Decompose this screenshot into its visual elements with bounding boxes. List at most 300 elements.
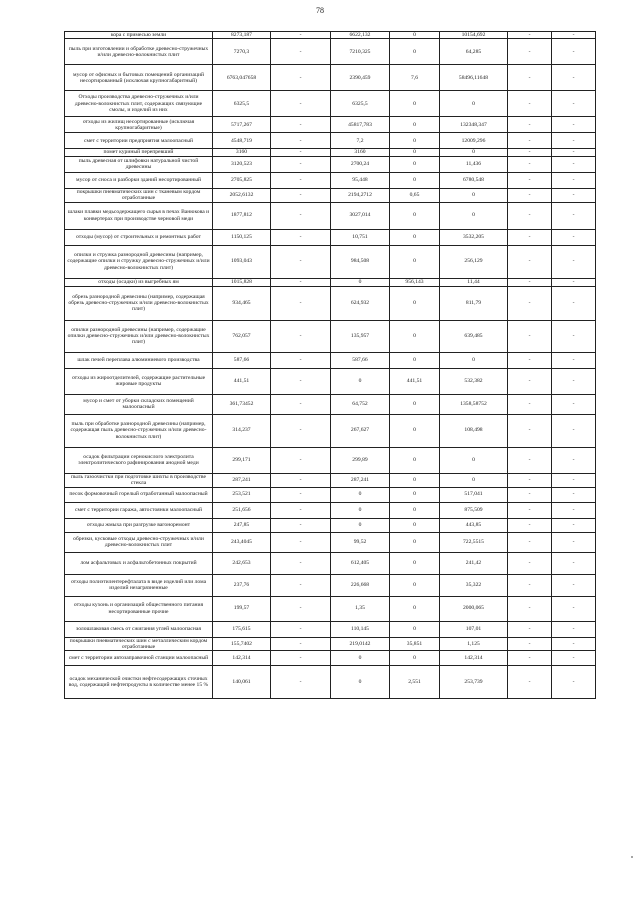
value-cell-c2: - xyxy=(271,532,331,552)
waste-name-cell: отходы из жилищ несортированные (исключая крупногабаритные) xyxy=(65,117,213,133)
value-cell-c2: - xyxy=(271,320,331,352)
value-cell-c2: - xyxy=(271,278,331,286)
value-cell-c5: 0 xyxy=(440,149,508,156)
waste-name-cell: шлак печей переплава алюминиевого производства xyxy=(65,352,213,368)
value-cell-c1: 243,4045 xyxy=(213,532,271,552)
value-cell-c7: - xyxy=(552,473,596,487)
value-cell-c6: - xyxy=(508,621,552,637)
value-cell-c4: 0 xyxy=(390,552,440,574)
value-cell-c1: 1015,828 xyxy=(213,278,271,286)
value-cell-c6: - xyxy=(508,286,552,320)
value-cell-c5: 0 xyxy=(440,473,508,487)
value-cell-c3: 624,932 xyxy=(331,286,390,320)
table-row xyxy=(65,245,596,278)
value-cell-c7: - xyxy=(552,414,596,447)
value-cell-c2: - xyxy=(271,621,331,637)
value-cell-c3: 6325,5 xyxy=(331,91,390,117)
value-cell-c5: 0 xyxy=(440,352,508,368)
value-cell-c1: 4548,719 xyxy=(213,133,271,149)
value-cell-c7: - xyxy=(552,286,596,320)
value-cell-c3: 99,52 xyxy=(331,532,390,552)
value-cell-c7: - xyxy=(552,552,596,574)
value-cell-c4: 7,6 xyxy=(390,65,440,91)
table-row xyxy=(65,473,596,487)
value-cell-c4: 0 xyxy=(390,574,440,596)
value-cell-c5: 35,322 xyxy=(440,574,508,596)
value-cell-c3: 287,241 xyxy=(331,473,390,487)
value-cell-c4: 0 xyxy=(390,156,440,172)
value-cell-c2: - xyxy=(271,32,331,39)
value-cell-c7: - xyxy=(552,229,596,245)
value-cell-c3: 0 xyxy=(331,368,390,394)
value-cell-c1: 7270,3 xyxy=(213,39,271,65)
value-cell-c7: - xyxy=(552,394,596,414)
value-cell-c2: - xyxy=(271,518,331,532)
value-cell-c1: 1150,125 xyxy=(213,229,271,245)
value-cell-c4: 0 xyxy=(390,596,440,621)
value-cell-c6: - xyxy=(508,188,552,202)
waste-name-cell: покрышки пневматических шин с металлическим кордом отработанные xyxy=(65,637,213,651)
value-cell-c6: - xyxy=(508,574,552,596)
value-cell-c7: - xyxy=(552,447,596,473)
scan-speck xyxy=(631,856,633,858)
table-row xyxy=(65,552,596,574)
value-cell-c2: - xyxy=(271,245,331,278)
value-cell-c5: 1358,58752 xyxy=(440,394,508,414)
table-row xyxy=(65,32,596,39)
waste-table xyxy=(64,31,596,699)
value-cell-c6: - xyxy=(508,352,552,368)
value-cell-c2: - xyxy=(271,447,331,473)
value-cell-c5: 58496,11648 xyxy=(440,65,508,91)
table-row xyxy=(65,487,596,502)
waste-name-cell: помет куриный перепревший xyxy=(65,149,213,156)
waste-name-cell: отходы из жироотделителей, содержащие растительные жировые продукты xyxy=(65,368,213,394)
value-cell-c7: - xyxy=(552,65,596,91)
value-cell-c6: - xyxy=(508,518,552,532)
value-cell-c4: 0 xyxy=(390,518,440,532)
table-row xyxy=(65,133,596,149)
value-cell-c5: 0 xyxy=(440,202,508,229)
table-row xyxy=(65,352,596,368)
value-cell-c6: - xyxy=(508,447,552,473)
value-cell-c6: - xyxy=(508,414,552,447)
value-cell-c3: 2700,24 xyxy=(331,156,390,172)
value-cell-c7: - xyxy=(552,278,596,286)
value-cell-c1: 441,51 xyxy=(213,368,271,394)
value-cell-c4: 0 xyxy=(390,149,440,156)
value-cell-c1: 1093,043 xyxy=(213,245,271,278)
value-cell-c4: 0 xyxy=(390,32,440,39)
waste-name-cell: смет с территории автозаправочной станции малоопасный xyxy=(65,651,213,666)
waste-name-cell: опилки и стружка разнородной древесины (например, содержащие опилки и стружку древесно-стружечных и/или древесно-волокнистых плит) xyxy=(65,245,213,278)
value-cell-c7: - xyxy=(552,574,596,596)
table-row xyxy=(65,278,596,286)
value-cell-c6: - xyxy=(508,133,552,149)
value-cell-c7: - xyxy=(552,368,596,394)
value-cell-c1: 155,7402 xyxy=(213,637,271,651)
value-cell-c7: - xyxy=(552,32,596,39)
waste-name-cell: отходы кухонь и организаций общественного питания несортированные прочие xyxy=(65,596,213,621)
value-cell-c4: 0 xyxy=(390,473,440,487)
value-cell-c6: - xyxy=(508,552,552,574)
value-cell-c3: 2194,2712 xyxy=(331,188,390,202)
value-cell-c6: - xyxy=(508,245,552,278)
value-cell-c1: 140,061 xyxy=(213,666,271,699)
table-row xyxy=(65,172,596,188)
value-cell-c5: 639,485 xyxy=(440,320,508,352)
value-cell-c1: 242,653 xyxy=(213,552,271,574)
value-cell-c1: 199,57 xyxy=(213,596,271,621)
value-cell-c4: 35,851 xyxy=(390,637,440,651)
value-cell-c5: 443,85 xyxy=(440,518,508,532)
waste-name-cell: шлаки плавки медьсодержащего сырья в печах Ванюкова и конвертерах при производстве черновой меди xyxy=(65,202,213,229)
value-cell-c1: 251,656 xyxy=(213,502,271,518)
value-cell-c5: 1,125 xyxy=(440,637,508,651)
table-row xyxy=(65,666,596,699)
value-cell-c5: 2000,065 xyxy=(440,596,508,621)
value-cell-c7: - xyxy=(552,133,596,149)
value-cell-c5: 132348,347 xyxy=(440,117,508,133)
value-cell-c6: - xyxy=(508,637,552,651)
value-cell-c5: 107,01 xyxy=(440,621,508,637)
value-cell-c7: - xyxy=(552,156,596,172)
value-cell-c6: - xyxy=(508,666,552,699)
value-cell-c4: 0 xyxy=(390,202,440,229)
table-row xyxy=(65,149,596,156)
value-cell-c3: 0 xyxy=(331,278,390,286)
value-cell-c5: 10154,692 xyxy=(440,32,508,39)
value-cell-c3: 0 xyxy=(331,518,390,532)
value-cell-c2: - xyxy=(271,352,331,368)
value-cell-c2: - xyxy=(271,637,331,651)
value-cell-c3: 95,448 xyxy=(331,172,390,188)
value-cell-c2: - xyxy=(271,552,331,574)
value-cell-c3: 7,2 xyxy=(331,133,390,149)
value-cell-c4: 0 xyxy=(390,651,440,666)
value-cell-c1: 2052,6132 xyxy=(213,188,271,202)
value-cell-c5: 722,5515 xyxy=(440,532,508,552)
value-cell-c2: - xyxy=(271,574,331,596)
table-row xyxy=(65,117,596,133)
value-cell-c6: - xyxy=(508,502,552,518)
waste-name-cell: лом асфальтовых и асфальтобетонных покрытий xyxy=(65,552,213,574)
value-cell-c1: 5717,267 xyxy=(213,117,271,133)
waste-name-cell: мусор и смет от уборки складских помещений малоопасный xyxy=(65,394,213,414)
value-cell-c4: 0 xyxy=(390,621,440,637)
value-cell-c2: - xyxy=(271,487,331,502)
value-cell-c5: 11,44 xyxy=(440,278,508,286)
value-cell-c4: 2,551 xyxy=(390,666,440,699)
value-cell-c2: - xyxy=(271,156,331,172)
waste-name-cell: смет с территории гаража, автостоянки малоопасный xyxy=(65,502,213,518)
value-cell-c7: - xyxy=(552,596,596,621)
waste-name-cell: опилки разнородной древесины (например, содержащие опилки древесно-стружечных и/или древесно-волокнистых плит) xyxy=(65,320,213,352)
value-cell-c5: 6780,548 xyxy=(440,172,508,188)
waste-name-cell: мусор от сноса и разборки зданий несортированный xyxy=(65,172,213,188)
value-cell-c2: - xyxy=(271,91,331,117)
value-cell-c1: 3120,523 xyxy=(213,156,271,172)
table-row xyxy=(65,188,596,202)
waste-name-cell: песок формовочный горелый отработанный малоопасный xyxy=(65,487,213,502)
value-cell-c4: 0 xyxy=(390,39,440,65)
value-cell-c1: 6325,5 xyxy=(213,91,271,117)
value-cell-c4: 0 xyxy=(390,352,440,368)
value-cell-c5: 108,498 xyxy=(440,414,508,447)
table-row xyxy=(65,621,596,637)
value-cell-c1: 1877,812 xyxy=(213,202,271,229)
value-cell-c2: - xyxy=(271,229,331,245)
waste-name-cell: мусор от офисных и бытовых помещений организаций несортированный (исключая крупногабаритный) xyxy=(65,65,213,91)
value-cell-c7: - xyxy=(552,637,596,651)
value-cell-c7: - xyxy=(552,502,596,518)
value-cell-c7: - xyxy=(552,172,596,188)
value-cell-c4: 956,143 xyxy=(390,278,440,286)
waste-name-cell: осадок механической очистки нефтесодержащих сточных вод, содержащий нефтепродукты в количестве менее 15 % xyxy=(65,666,213,699)
value-cell-c3: 3160 xyxy=(331,149,390,156)
value-cell-c1: 934,465 xyxy=(213,286,271,320)
value-cell-c3: 0 xyxy=(331,502,390,518)
waste-name-cell: смет с территории предприятия малоопасный xyxy=(65,133,213,149)
table-row xyxy=(65,65,596,91)
value-cell-c4: 441,51 xyxy=(390,368,440,394)
value-cell-c1: 6763,047658 xyxy=(213,65,271,91)
waste-name-cell: кора с примесью земли xyxy=(65,32,213,39)
value-cell-c6: - xyxy=(508,117,552,133)
value-cell-c3: 299,89 xyxy=(331,447,390,473)
value-cell-c3: 7210,325 xyxy=(331,39,390,65)
value-cell-c6: - xyxy=(508,394,552,414)
value-cell-c3: 226,668 xyxy=(331,574,390,596)
value-cell-c7: - xyxy=(552,188,596,202)
value-cell-c3: 6622,132 xyxy=(331,32,390,39)
value-cell-c3: 0 xyxy=(331,651,390,666)
value-cell-c1: 587,66 xyxy=(213,352,271,368)
value-cell-c7: - xyxy=(552,149,596,156)
value-cell-c7: - xyxy=(552,666,596,699)
value-cell-c3: 1,35 xyxy=(331,596,390,621)
value-cell-c5: 142,314 xyxy=(440,651,508,666)
value-cell-c4: 0 xyxy=(390,229,440,245)
value-cell-c1: 175,615 xyxy=(213,621,271,637)
value-cell-c1: 314,237 xyxy=(213,414,271,447)
value-cell-c2: - xyxy=(271,149,331,156)
value-cell-c2: - xyxy=(271,172,331,188)
value-cell-c3: 110,145 xyxy=(331,621,390,637)
value-cell-c1: 287,241 xyxy=(213,473,271,487)
waste-name-cell: осадок фильтрации сернокислого электролита электролитического рафинирования анодной меди xyxy=(65,447,213,473)
table-row xyxy=(65,202,596,229)
value-cell-c7: - xyxy=(552,487,596,502)
value-cell-c6: - xyxy=(508,91,552,117)
table-row xyxy=(65,574,596,596)
table-row xyxy=(65,39,596,65)
value-cell-c1: 237,76 xyxy=(213,574,271,596)
value-cell-c3: 984,508 xyxy=(331,245,390,278)
value-cell-c4: 0 xyxy=(390,320,440,352)
value-cell-c3: 0 xyxy=(331,666,390,699)
value-cell-c3: 64,752 xyxy=(331,394,390,414)
waste-name-cell: отходы (осадки) из выгребных ям xyxy=(65,278,213,286)
waste-name-cell: Отходы производства древесно-стружечных и/или древесно-волокнистых плит, содержащих связующие смолы, и изделий из них xyxy=(65,91,213,117)
value-cell-c7: - xyxy=(552,202,596,229)
value-cell-c6: - xyxy=(508,32,552,39)
value-cell-c7: - xyxy=(552,532,596,552)
waste-table-body xyxy=(65,32,596,699)
value-cell-c3: 267,627 xyxy=(331,414,390,447)
value-cell-c7: - xyxy=(552,651,596,666)
value-cell-c6: - xyxy=(508,39,552,65)
value-cell-c4: 0 xyxy=(390,414,440,447)
value-cell-c3: 0 xyxy=(331,487,390,502)
value-cell-c2: - xyxy=(271,394,331,414)
value-cell-c3: 135,957 xyxy=(331,320,390,352)
value-cell-c2: - xyxy=(271,202,331,229)
table-row xyxy=(65,637,596,651)
table-row xyxy=(65,596,596,621)
value-cell-c2: - xyxy=(271,666,331,699)
value-cell-c7: - xyxy=(552,518,596,532)
waste-name-cell: золошлаковая смесь от сжигания углей малоопасная xyxy=(65,621,213,637)
value-cell-c1: 247,85 xyxy=(213,518,271,532)
value-cell-c2: - xyxy=(271,117,331,133)
value-cell-c4: 0 xyxy=(390,394,440,414)
table-row xyxy=(65,156,596,172)
value-cell-c3: 587,66 xyxy=(331,352,390,368)
value-cell-c6: - xyxy=(508,532,552,552)
waste-name-cell: пыль при изготовлении и обработке древесно-стружечных и/или древесно-волокнистых плит xyxy=(65,39,213,65)
value-cell-c4: 0 xyxy=(390,487,440,502)
value-cell-c2: - xyxy=(271,368,331,394)
table-row xyxy=(65,502,596,518)
value-cell-c5: 3532,205 xyxy=(440,229,508,245)
value-cell-c7: - xyxy=(552,621,596,637)
value-cell-c7: - xyxy=(552,39,596,65)
table-row xyxy=(65,368,596,394)
value-cell-c1: 361,73452 xyxy=(213,394,271,414)
value-cell-c6: - xyxy=(508,202,552,229)
table-row xyxy=(65,518,596,532)
value-cell-c5: 64,285 xyxy=(440,39,508,65)
value-cell-c4: 0 xyxy=(390,286,440,320)
value-cell-c2: - xyxy=(271,286,331,320)
value-cell-c5: 0 xyxy=(440,91,508,117)
page-number: 78 xyxy=(316,6,324,15)
waste-name-cell: пыль газоочистки при подготовке шихты в производстве стекла xyxy=(65,473,213,487)
table-row xyxy=(65,394,596,414)
value-cell-c4: 0 xyxy=(390,117,440,133)
waste-name-cell: покрышки пневматических шин с тканевым кордом отработанные xyxy=(65,188,213,202)
value-cell-c4: 0 xyxy=(390,133,440,149)
value-cell-c6: - xyxy=(508,487,552,502)
value-cell-c1: 142,314 xyxy=(213,651,271,666)
value-cell-c2: - xyxy=(271,414,331,447)
value-cell-c2: - xyxy=(271,473,331,487)
value-cell-c6: - xyxy=(508,172,552,188)
value-cell-c6: - xyxy=(508,149,552,156)
value-cell-c5: 811,79 xyxy=(440,286,508,320)
value-cell-c5: 0 xyxy=(440,447,508,473)
value-cell-c5: 11,436 xyxy=(440,156,508,172)
waste-name-cell: обрезки, кусковые отходы древесно-стружечных и/или древесно-волокнистых плит xyxy=(65,532,213,552)
value-cell-c4: 0,65 xyxy=(390,188,440,202)
value-cell-c6: - xyxy=(508,156,552,172)
value-cell-c2: - xyxy=(271,188,331,202)
waste-name-cell: отходы (мусор) от строительных и ремонтных работ xyxy=(65,229,213,245)
table-row xyxy=(65,320,596,352)
table-row xyxy=(65,651,596,666)
value-cell-c6: - xyxy=(508,278,552,286)
table-row xyxy=(65,229,596,245)
waste-name-cell: отходы жмыха при разгрузке вагоноремонт xyxy=(65,518,213,532)
table-row xyxy=(65,286,596,320)
value-cell-c5: 517,041 xyxy=(440,487,508,502)
value-cell-c3: 45817,783 xyxy=(331,117,390,133)
value-cell-c4: 0 xyxy=(390,532,440,552)
value-cell-c4: 0 xyxy=(390,245,440,278)
value-cell-c1: 253,521 xyxy=(213,487,271,502)
value-cell-c5: 253,739 xyxy=(440,666,508,699)
value-cell-c7: - xyxy=(552,91,596,117)
value-cell-c5: 0 xyxy=(440,188,508,202)
value-cell-c6: - xyxy=(508,229,552,245)
value-cell-c4: 0 xyxy=(390,172,440,188)
value-cell-c2: - xyxy=(271,65,331,91)
value-cell-c3: 612,405 xyxy=(331,552,390,574)
table-row xyxy=(65,532,596,552)
value-cell-c4: 0 xyxy=(390,447,440,473)
value-cell-c5: 875,509 xyxy=(440,502,508,518)
value-cell-c6: - xyxy=(508,596,552,621)
value-cell-c5: 241,42 xyxy=(440,552,508,574)
value-cell-c7: - xyxy=(552,320,596,352)
table-row xyxy=(65,414,596,447)
value-cell-c5: 256,129 xyxy=(440,245,508,278)
waste-name-cell: обрезь разнородной древесины (например, содержащая обрезь древесно-стружечных и/или древесно-волокнистых плит) xyxy=(65,286,213,320)
value-cell-c2: - xyxy=(271,502,331,518)
value-cell-c2: - xyxy=(271,596,331,621)
value-cell-c3: 219,0142 xyxy=(331,637,390,651)
value-cell-c4: 0 xyxy=(390,91,440,117)
value-cell-c3: 10,751 xyxy=(331,229,390,245)
waste-name-cell: пыль древесная от шлифовки натуральной чистой древесины xyxy=(65,156,213,172)
value-cell-c1: 299,171 xyxy=(213,447,271,473)
value-cell-c2: - xyxy=(271,39,331,65)
value-cell-c7: - xyxy=(552,352,596,368)
waste-name-cell: пыль при обработке разнородной древесины (например, содержащая пыль древесно-стружечных и/или древесно-волокнистых плит) xyxy=(65,414,213,447)
value-cell-c3: 2390,459 xyxy=(331,65,390,91)
value-cell-c5: 532,382 xyxy=(440,368,508,394)
value-cell-c1: 762,057 xyxy=(213,320,271,352)
value-cell-c3: 3027,014 xyxy=(331,202,390,229)
value-cell-c6: - xyxy=(508,65,552,91)
value-cell-c6: - xyxy=(508,651,552,666)
value-cell-c6: - xyxy=(508,320,552,352)
value-cell-c1: 2705,825 xyxy=(213,172,271,188)
value-cell-c6: - xyxy=(508,473,552,487)
value-cell-c2: - xyxy=(271,133,331,149)
waste-name-cell: отходы полиэтилентерефталата в виде изделий или лома изделий незагрязненные xyxy=(65,574,213,596)
table-row xyxy=(65,447,596,473)
value-cell-c1: 8273,187 xyxy=(213,32,271,39)
value-cell-c1: 3160 xyxy=(213,149,271,156)
value-cell-c4: 0 xyxy=(390,502,440,518)
value-cell-c2: - xyxy=(271,651,331,666)
value-cell-c7: - xyxy=(552,117,596,133)
table-row xyxy=(65,91,596,117)
value-cell-c7: - xyxy=(552,245,596,278)
value-cell-c5: 12009,296 xyxy=(440,133,508,149)
